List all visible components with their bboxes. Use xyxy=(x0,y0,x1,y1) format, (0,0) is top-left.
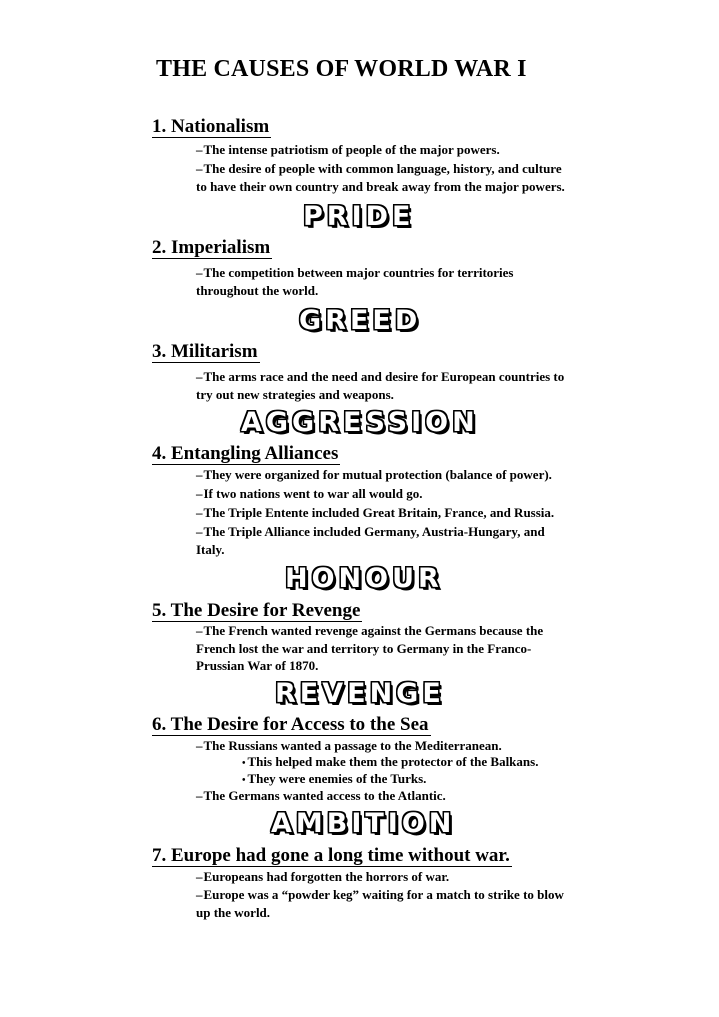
section-line: –The Russians wanted a passage to the Mediterranean. xyxy=(196,738,502,753)
keyword-revenge: REVENGE xyxy=(275,678,445,709)
section-line: –The arms race and the need and desire for European countries to xyxy=(196,369,565,384)
section-line: –The Triple Entente included Great Britain, France, and Russia. xyxy=(196,505,555,520)
section-line: –The intense patriotism of people of the major powers. xyxy=(196,142,500,157)
section-line: –The French wanted revenge against the Germans because the xyxy=(196,623,544,638)
section-heading-nationalism: 1. Nationalism xyxy=(152,116,270,137)
section-line: up the world. xyxy=(196,905,271,920)
section-line: –Europeans had forgotten the horrors of war. xyxy=(196,869,450,884)
section-line: –If two nations went to war all would go. xyxy=(196,486,423,501)
section-line: –The Germans wanted access to the Atlantic. xyxy=(196,788,446,803)
section-heading-desire-for-revenge: 5. The Desire for Revenge xyxy=(152,600,361,621)
keyword-greed: GREED xyxy=(299,305,422,336)
keyword-aggression: AGGRESSION xyxy=(241,407,479,438)
section-heading-entangling-alliances: 4. Entangling Alliances xyxy=(152,443,339,464)
section-heading-access-to-sea: 6. The Desire for Access to the Sea xyxy=(152,714,429,735)
section-line: –The competition between major countries for territories xyxy=(196,265,514,280)
section-line: Italy. xyxy=(196,542,225,557)
section-heading-long-time-without-war: 7. Europe had gone a long time without war. xyxy=(152,845,510,866)
section-line: –The desire of people with common language, history, and culture xyxy=(196,161,562,176)
section-line: French lost the war and territory to Germany in the Franco- xyxy=(196,641,532,656)
section-line: throughout the world. xyxy=(196,283,319,298)
section-subline: • They were enemies of the Turks. xyxy=(242,771,427,786)
section-subline: • This helped make them the protector of the Balkans. xyxy=(242,754,539,769)
keyword-ambition: AMBITION xyxy=(271,808,456,839)
section-line: to have their own country and break away from the major powers. xyxy=(196,179,565,194)
section-line: Prussian War of 1870. xyxy=(196,658,319,673)
keyword-honour: HONOUR xyxy=(285,563,443,594)
section-line: –The Triple Alliance included Germany, Austria-Hungary, and xyxy=(196,524,545,539)
keyword-pride: PRIDE xyxy=(303,201,415,232)
page-title: THE CAUSES OF WORLD WAR I xyxy=(156,56,527,82)
section-heading-imperialism: 2. Imperialism xyxy=(152,237,271,258)
section-heading-militarism: 3. Militarism xyxy=(152,341,258,362)
section-line: try out new strategies and weapons. xyxy=(196,387,394,402)
section-line: –They were organized for mutual protection (balance of power). xyxy=(196,467,552,482)
section-line: –Europe was a “powder keg” waiting for a match to strike to blow xyxy=(196,887,564,902)
